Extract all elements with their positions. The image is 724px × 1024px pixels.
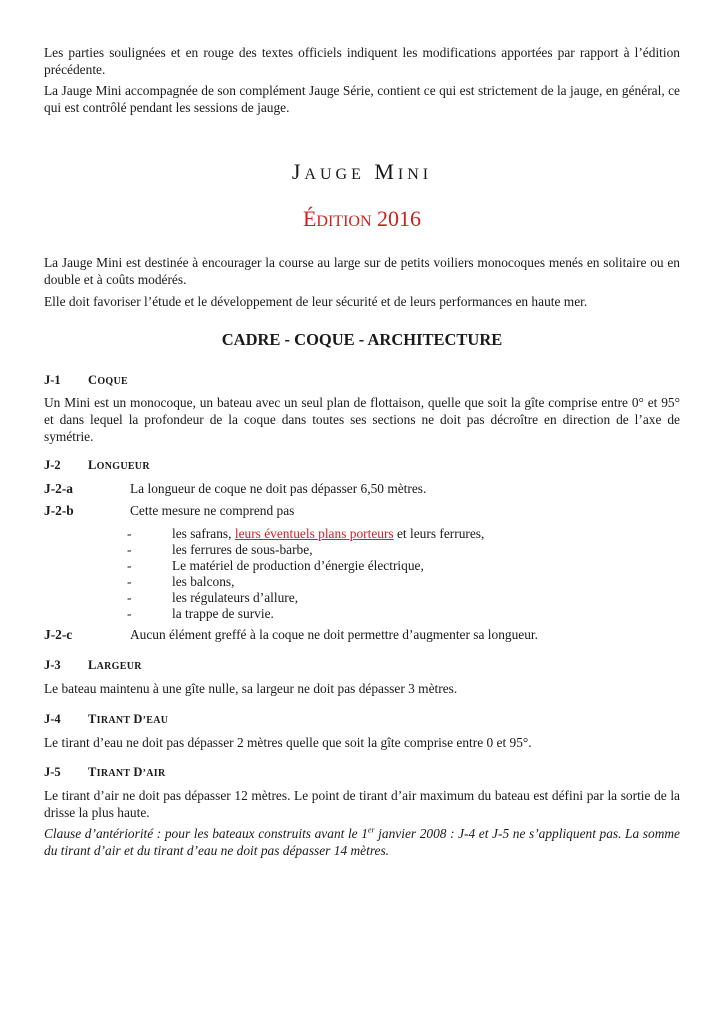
list-item-text: la trappe de survie. [172,606,274,621]
list-item-text: Le matériel de production d’énergie électrique, [172,558,424,573]
article-j3-title: LARGEUR [88,658,142,672]
article-j4-text: Le tirant d’eau ne doit pas dépasser 2 mètres quelle que soit la gîte comprise entre 0 et 95°. [44,735,532,750]
intro-paragraph-1: Les parties soulignées et en rouge des textes officiels indiquent les modifications apportées par rapport à l’édition précédente. [44,45,680,77]
article-j2-number: J-2 [44,458,61,472]
article-j4-title: TIRANT D’EAU [88,712,169,726]
article-j2c-text: Aucun élément greffé à la coque ne doit permettre d’augmenter sa longueur. [130,627,539,642]
list-dash: - [127,558,132,573]
list-dash: - [127,606,132,621]
edition-word: ÉDITION [302,206,372,231]
article-j5-number: J-5 [44,765,61,779]
article-j4-number: J-4 [44,712,61,726]
article-j2a-text: La longueur de coque ne doit pas dépasser 6,50 mètres. [130,481,427,496]
intro-paragraph-2: La Jauge Mini accompagnée de son complément Jauge Série, contient ce qui est strictement de la jauge, en général, ce qui est contrôlé pendant les sessions de jauge. [44,83,680,115]
list-item-text: les régulateurs d’allure, [172,590,299,605]
preamble-paragraph-2: Elle doit favoriser l’étude et le développement de leur sécurité et de leurs performances en haute mer. [44,294,588,309]
section-title: CADRE - COQUE - ARCHITECTURE [221,330,503,349]
list-item [127,605,687,621]
article-j3-text: Le bateau maintenu à une gîte nulle, sa largeur ne doit pas dépasser 3 mètres. [44,681,458,696]
modified-text: leurs éventuels plans porteurs [234,526,394,541]
edition-line [0,205,724,236]
list-item [127,573,687,589]
list-dash: - [127,574,132,589]
article-j2c-number: J-2-c [44,627,73,642]
article-j2b-text: Cette mesure ne comprend pas [130,503,295,518]
ordinal-superscript: er [367,825,375,835]
article-j5-title: TIRANT D’AIR [88,765,166,779]
edition-year: 2016 [377,206,422,231]
clause-text-start: Clause d’antériorité : pour les bateaux construits avant le 1 [44,826,368,841]
list-item [127,541,687,557]
article-j1-text: Un Mini est un monocoque, un bateau avec un seul plan de flottaison, quelle que soit la gîte comprise entre 0° et 95° et dans lequel la profondeur de la coque dans toutes ses sections ne doit pas décroître en direction de l’axe de symétrie. [44,395,680,444]
article-j1-title: COQUE [88,373,128,387]
list-item-text-end: et leurs ferrures, [393,526,485,541]
list-item [127,525,687,541]
list-item-text [172,525,484,542]
article-j2a-number: J-2-a [44,481,74,496]
list-item [127,589,687,605]
list-dash: - [127,590,132,605]
article-j3-number: J-3 [44,658,61,672]
exclusion-list [127,525,687,621]
list-item [127,557,687,573]
article-j2-title: LONGUEUR [88,458,150,472]
list-dash: - [127,542,132,557]
document-title [0,158,724,189]
list-item-text: les balcons, [172,574,235,589]
article-j2b-number: J-2-b [44,503,74,518]
preamble-paragraph-1: La Jauge Mini est destinée à encourager la course au large sur de petits voiliers monocoques menés en solitaire ou en double et à coûts modérés. [44,255,680,287]
list-item-text: les ferrures de sous-barbe, [172,542,313,557]
article-j5-text: Le tirant d’air ne doit pas dépasser 12 mètres. Le point de tirant d’air maximum du bateau est défini par la sortie de la drisse la plus haute. [44,788,680,820]
list-dash: - [127,526,132,541]
clause-text-end: janvier 2008 : J-4 et J-5 ne s’appliquent pas. La somme du tirant d’air et du tirant d’eau ne doit pas dépasser 14 mètres. [44,826,680,858]
article-j1-number: J-1 [44,373,61,387]
document-title-text: JAUGE MINI [291,159,433,184]
list-item-text-start: les safrans, [172,526,235,541]
anteriority-clause [44,825,680,859]
